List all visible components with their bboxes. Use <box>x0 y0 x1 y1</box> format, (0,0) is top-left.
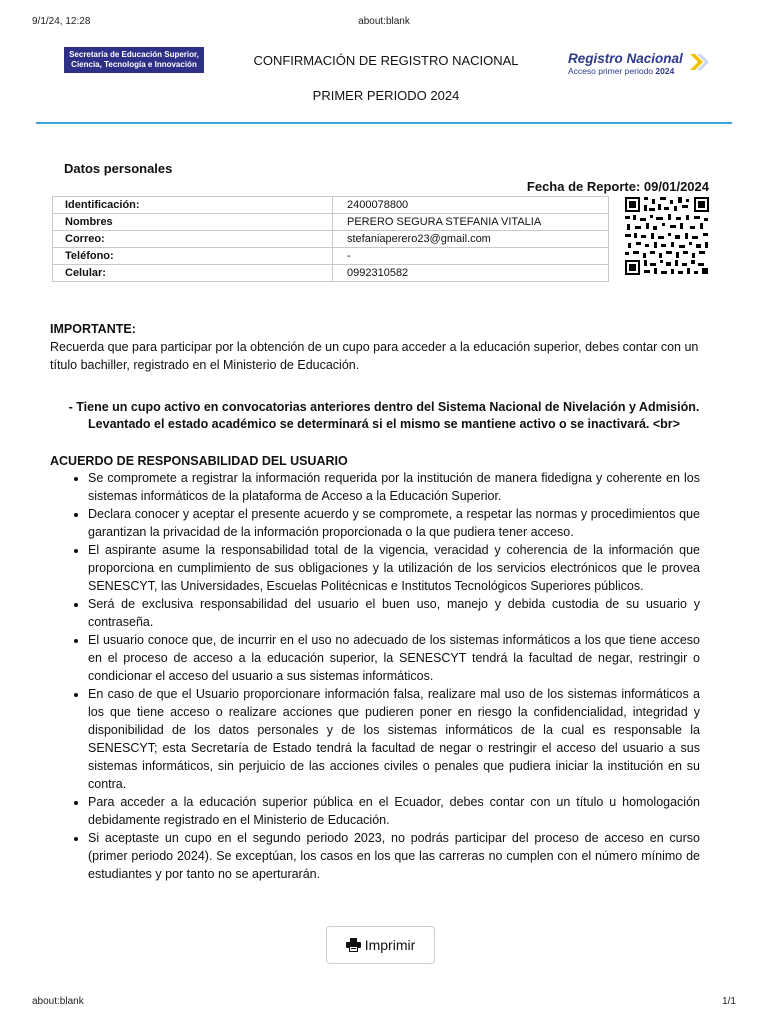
list-item: • Será de exclusiva responsabilidad del usuario el buen uso, manejo y debida custodia de su usuario y contraseña. <box>88 595 700 631</box>
table-row <box>53 231 609 248</box>
list-item: • Si aceptaste un cupo en el segundo periodo 2023, no podrás participar del proceso de acceso en curso (primer periodo 2024). Se exceptúan, los casos en los que las carreras no cumplen con el número mínimo de estudiantes y por tanto no se aperturarán. <box>88 829 700 883</box>
registro-nacional-logo <box>568 52 718 76</box>
report-date: Fecha de Reporte: 09/01/2024 <box>526 179 709 194</box>
field-value: - <box>333 248 609 265</box>
personal-data-heading: Datos personales <box>64 161 173 176</box>
field-value: 0992310582 <box>333 265 609 282</box>
qr-code-icon <box>624 196 710 276</box>
list-item: • Declara conocer y aceptar el presente acuerdo y se compromete, a respetar las normas y procedimientos que garantizan la privacidad de la información proporcionada o la que pudiera tener acceso. <box>88 505 700 541</box>
table-row <box>53 214 609 231</box>
list-item: • El usuario conoce que, de incurrir en el uso no adecuado de los sistemas informáticos a los que tiene acceso en el proceso de acceso a la educación superior, la SENESCYT tendrá la facultad de negar, restringir o condicionar el acceso del usuario a sus sistemas informáticos. <box>88 631 700 685</box>
user-agreement <box>50 453 700 883</box>
list-item: • Para acceder a la educación superior pública en el Ecuador, debes contar con un título u homologación debidamente registrado en el Ministerio de Educación. <box>88 793 700 829</box>
important-heading: IMPORTANTE: <box>50 322 136 336</box>
field-label: Identificación: <box>53 197 333 214</box>
print-header <box>0 16 768 30</box>
printer-icon <box>346 938 361 952</box>
table-row <box>53 248 609 265</box>
important-notice <box>50 320 700 374</box>
field-label: Teléfono: <box>53 248 333 265</box>
list-item: • Se compromete a registrar la información requerida por la institución de manera fidedigna y coherente en los sistemas informáticos de la plataforma de Acceso a la Educación Superior. <box>88 469 700 505</box>
personal-data-table <box>52 196 609 282</box>
page-number: 1/1 <box>722 996 736 1007</box>
field-value: PERERO SEGURA STEFANIA VITALIA <box>333 214 609 231</box>
field-label: Correo: <box>53 231 333 248</box>
registro-nacional-logo-title: Registro Nacional <box>568 51 683 66</box>
print-footer-url: about:blank <box>32 996 84 1007</box>
table-row <box>53 197 609 214</box>
document-title: CONFIRMACIÓN DE REGISTRO NACIONAL <box>253 53 519 68</box>
print-url: about:blank <box>358 16 410 27</box>
agreement-heading: ACUERDO DE RESPONSABILIDAD DEL USUARIO <box>50 454 348 468</box>
list-item: • El aspirante asume la responsabilidad total de la vigencia, veracidad y coherencia de la información que proporciona en cumplimiento de sus obligaciones y la utilización de los servicios electrónicos que le provea SENESCYT, las Universidades, Escuelas Politécnicas e Institutos Tecnológicos Superiores públicos. <box>88 541 700 595</box>
field-label: Nombres <box>53 214 333 231</box>
field-value: stefaniaperero23@gmail.com <box>333 231 609 248</box>
print-button-label: Imprimir <box>364 937 416 953</box>
print-timestamp: 9/1/24, 12:28 <box>32 16 91 27</box>
important-text: Recuerda que para participar por la obtención de un cupo para acceder a la educación superior, debes contar con un título bachiller, registrado en el Ministerio de Educación. <box>50 340 699 372</box>
list-item: • En caso de que el Usuario proporcionare información falsa, realizare mal uso de los sistemas informáticos a los que tiene acceso o realizare acciones que pudieren poner en riesgo la confidencialidad, integridad y disponibilidad de los datos personales y de los sistemas informáticos de la cual es responsable la SENESCYT; esta Secretaría de Estado tendrá la facultad de negar o restringir el acceso del usuario a sus sistemas informáticos, sin perjuicio de las acciones civiles o penales que pudiera iniciar la institución en su contra. <box>88 685 700 793</box>
active-quota-notice: - Tiene un cupo activo en convocatorias anteriores dentro del Sistema Nacional de Nivelación y Admisión. Levantado el estado académico se determinará si el mismo se mantiene activo o se inactivará. <br> <box>68 400 700 431</box>
document-period: PRIMER PERIODO 2024 <box>312 88 460 103</box>
field-value: 2400078800 <box>333 197 609 214</box>
header-divider <box>36 122 732 124</box>
chevron-logo-icon <box>688 52 710 72</box>
table-row <box>53 265 609 282</box>
registro-nacional-logo-sub: Acceso primer periodo 2024 <box>568 66 675 76</box>
agreement-list <box>50 469 700 883</box>
field-label: Celular: <box>53 265 333 282</box>
print-button[interactable] <box>326 926 435 964</box>
senescyt-logo: Secretaría de Educación Superior, Ciencia, Tecnología e Innovación <box>64 47 204 73</box>
